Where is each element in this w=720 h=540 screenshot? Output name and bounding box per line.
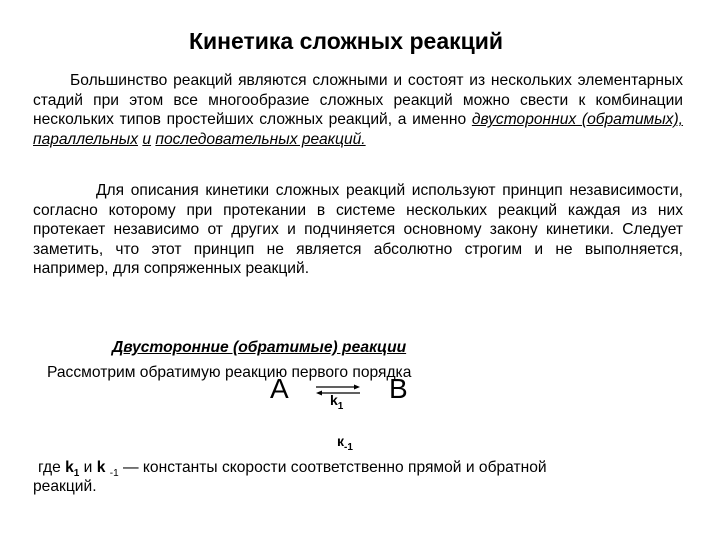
km1-subscript: -1 <box>109 468 119 480</box>
explanation-line <box>38 458 547 484</box>
k-backward-label <box>337 433 353 453</box>
section-subtitle: Двусторонние (обратимые) реакции <box>112 339 407 356</box>
and-text: и <box>79 459 97 476</box>
link-sequential[interactable]: последовательных реакций. <box>155 130 366 148</box>
k-backward-symbol: к <box>337 433 345 449</box>
where-text: где <box>38 459 66 476</box>
consider-text: Рассмотрим обратимую реакцию первого порядка <box>47 364 412 381</box>
k1-symbol <box>65 459 80 480</box>
k-forward-symbol: k <box>330 392 338 408</box>
km1-symbol <box>97 459 106 476</box>
intro-paragraph <box>33 71 683 149</box>
k-forward-label <box>330 392 343 412</box>
k1-subscript: 1 <box>73 468 80 480</box>
product-b: B <box>389 373 408 404</box>
link-and[interactable]: и <box>142 130 152 148</box>
page-title: Кинетика сложных реакций <box>188 28 504 54</box>
link-parallel[interactable]: параллельных <box>33 130 139 148</box>
independence-paragraph: Для описания кинетики сложных реакций используют принцип независимости, согласно которому при протекании в системе нескольких реакций каждая из них протекает независимо от других и подчиняется основному закону кинетики. Следует заметить, что этот принцип не является абсолютно строгим и не выполняется, например, для сопряженных реакций. <box>33 182 683 278</box>
k-backward-subscript: -1 <box>344 441 353 453</box>
intro-text: Большинство реакций являются сложными и состоят из нескольких элементарных стадий при этом все многообразие сложных реакций можно свести к комбинации нескольких типов простейших сложных реакций, а именно <box>33 72 683 129</box>
link-reversible[interactable]: двусторонних (обратимых), <box>471 111 684 129</box>
explanation-line-2: реакций. <box>33 478 97 495</box>
k1-letter: k <box>65 459 74 476</box>
k-forward-subscript: 1 <box>337 400 344 412</box>
reactant-a: A <box>270 373 289 404</box>
explanation-rest: — константы скорости соответственно прямой и обратной <box>118 459 547 476</box>
km1-letter: k <box>96 459 106 476</box>
